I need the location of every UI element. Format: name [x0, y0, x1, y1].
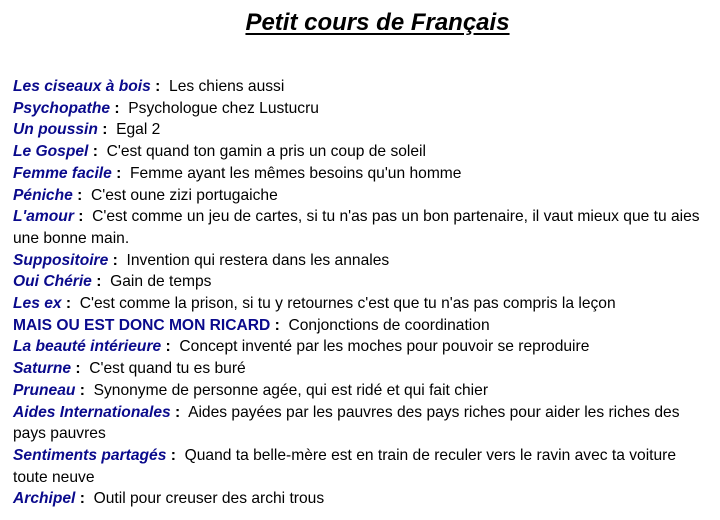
glossary-entry — [13, 185, 713, 207]
entry-separator: : — [108, 251, 118, 269]
entry-definition: Egal 2 — [116, 121, 161, 139]
entry-term: La beauté intérieure — [13, 338, 162, 356]
entry-definition: C'est quand tu es buré — [89, 360, 246, 378]
glossary-entry — [13, 98, 713, 120]
entry-definition: Invention qui restera dans les annales — [126, 251, 390, 269]
entry-term: Les ciseaux à bois — [13, 78, 151, 95]
glossary-entry — [13, 293, 713, 315]
entry-separator: : — [61, 295, 72, 313]
entry-separator: : — [71, 360, 81, 378]
entry-term: Oui Chérie — [13, 273, 92, 291]
entry-definition: Gain de temps — [110, 273, 212, 291]
entry-separator: : — [91, 273, 102, 291]
entry-term: Aides Internationales — [13, 403, 171, 421]
entry-definition: C'est oune zizi portugaiche — [91, 186, 278, 204]
glossary-entry — [13, 163, 713, 185]
entry-term: Archipel — [13, 490, 76, 508]
glossary-entry — [13, 358, 713, 380]
glossary-entry — [13, 315, 713, 337]
entry-definition: Psychologue chez Lustucru — [128, 99, 319, 117]
glossary-entry — [13, 402, 713, 445]
entry-definition: C'est quand ton gamin a pris un coup de soleil — [106, 143, 426, 161]
entry-term: MAIS OU EST DONC MON RICARD — [13, 316, 271, 334]
glossary-entry — [13, 445, 713, 488]
entry-term: L'amour — [13, 208, 74, 226]
entry-definition: Concept inventé par les moches pour pouvoir se reproduire — [179, 338, 590, 356]
entry-term: Psychopathe — [13, 99, 111, 117]
entry-separator: : — [270, 316, 280, 334]
entry-definition: Outil pour creuser des archi trous — [93, 490, 325, 508]
entry-separator: : — [73, 208, 84, 226]
glossary-entry — [13, 76, 713, 98]
glossary-entry — [13, 488, 713, 510]
entry-separator: : — [150, 78, 161, 95]
entry-separator: : — [166, 446, 176, 464]
entry-term: Sentiments partagés — [13, 446, 167, 464]
entry-definition: Aides payées par les pauvres des pays riches pour aider les riches des pays pauvres — [13, 403, 680, 443]
entry-separator: : — [97, 121, 108, 139]
page-title: Petit cours de Français — [245, 9, 510, 36]
glossary-entry — [13, 271, 713, 293]
entry-separator: : — [72, 186, 83, 204]
entry-separator: : — [161, 338, 171, 356]
entry-term: Suppositoire — [13, 251, 109, 269]
entry-term: Un poussin — [13, 121, 98, 139]
entry-separator: : — [110, 99, 120, 117]
entry-term: Femme facile — [13, 164, 112, 182]
entry-separator: : — [75, 381, 85, 399]
glossary-entry — [13, 250, 713, 272]
entry-definition: C'est comme la prison, si tu y retournes c'est que tu n'as pas compris la leçon — [79, 295, 616, 313]
entry-separator: : — [170, 403, 181, 421]
entry-term: Saturne — [13, 360, 72, 378]
entry-definition: Synonyme de personne agée, qui est ridé et qui fait chier — [93, 381, 489, 399]
glossary-entry — [13, 380, 713, 402]
entry-term: Les ex — [13, 295, 62, 313]
entry-separator: : — [88, 143, 98, 161]
glossary-entry — [13, 119, 713, 141]
entry-definition: C'est comme un jeu de cartes, si tu n'as pas un bon partenaire, il vaut mieux que tu aies une bonne main. — [13, 208, 700, 247]
entry-separator: : — [111, 164, 122, 182]
glossary-list — [13, 76, 713, 510]
entry-term: Péniche — [13, 186, 73, 204]
entry-separator: : — [75, 490, 85, 508]
entry-definition: Les chiens aussi — [169, 78, 285, 95]
entry-term: Pruneau — [13, 381, 76, 399]
entry-definition: Quand ta belle-mère est en train de reculer vers le ravin avec ta voiture toute neuve — [13, 446, 677, 486]
glossary-entry — [13, 206, 713, 249]
entry-definition: Conjonctions de coordination — [288, 316, 490, 334]
glossary-entry — [13, 336, 713, 358]
entry-term: Le Gospel — [13, 143, 89, 161]
entry-definition: Femme ayant les mêmes besoins qu'un homme — [130, 164, 462, 182]
glossary-entry — [13, 141, 713, 163]
